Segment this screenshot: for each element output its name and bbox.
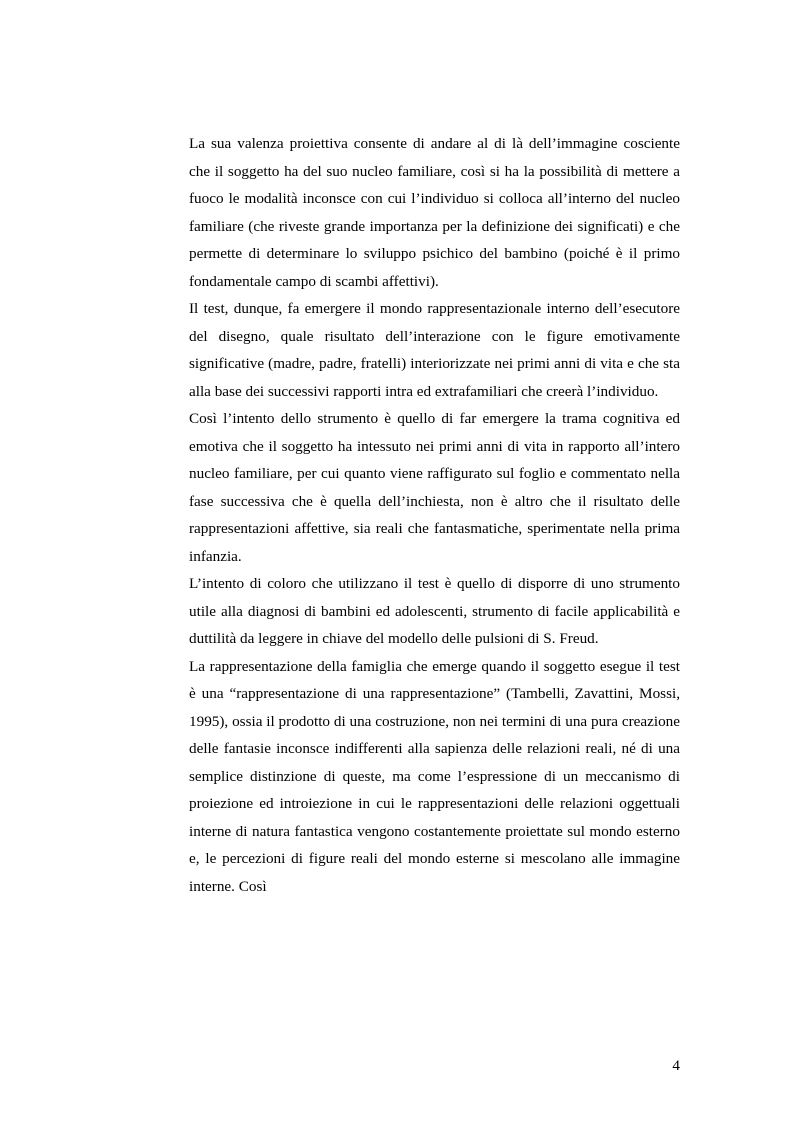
paragraph-5: La rappresentazione della famiglia che emerge quando il soggetto esegue il test è una “rappresentazione di una rappresentazione” (Tambelli, Zavattini, Mossi, 1995), ossia il prodotto di una costruzione, non nei termini di una pura creazione delle fantasie inconsce indifferenti alla sapienza delle relazioni reali, né di una semplice distinzione di queste, ma come l’espressione di un meccanismo di proiezione ed introiezione in cui le rappresentazioni delle relazioni oggettuali interne di natura fantastica vengono costantemente proiettate sul mondo esterno e, le percezioni di figure reali del mondo esterne si mescolano alle immagine interne. Così [189,657,680,895]
body-text [189,130,680,900]
paragraph-2: Il test, dunque, fa emergere il mondo rappresentazionale interno dell’esecutore del disegno, quale risultato dell’interazione con le figure emotivamente significative (madre, padre, fratelli) interiorizzate nei primi anni di vita e che sta alla base dei successivi rapporti intra ed extrafamiliari che creerà l’individuo. [189,300,680,400]
paragraph-4: L’intento di coloro che utilizzano il test è quello di disporre di uno strumento utile alla diagnosi di bambini ed adolescenti, strumento di facile applicabilità e duttilità da leggere in chiave del modello delle pulsioni di S. Freud. [189,575,680,647]
paragraph-1: La sua valenza proiettiva consente di andare al di là dell’immagine cosciente che il soggetto ha del suo nucleo familiare, così si ha la possibilità di mettere a fuoco le modalità inconsce con cui l’individuo si colloca all’interno del nucleo familiare (che riveste grande importanza per la definizione dei significati) e che permette di determinare lo sviluppo psichico del bambino (poiché è il primo fondamentale campo di scambi affettivi). [189,135,680,290]
paragraph-3: Così l’intento dello strumento è quello di far emergere la trama cognitiva ed emotiva che il soggetto ha intessuto nei primi anni di vita in rapporto all’intero nucleo familiare, per cui quanto viene raffigurato sul foglio e commentato nella fase successiva che è quella dell’inchiesta, non è altro che il risultato delle rappresentazioni affettive, sia reali che fantasmatiche, sperimentate nella prima infanzia. [189,410,680,565]
page-number: 4 [672,1057,680,1074]
